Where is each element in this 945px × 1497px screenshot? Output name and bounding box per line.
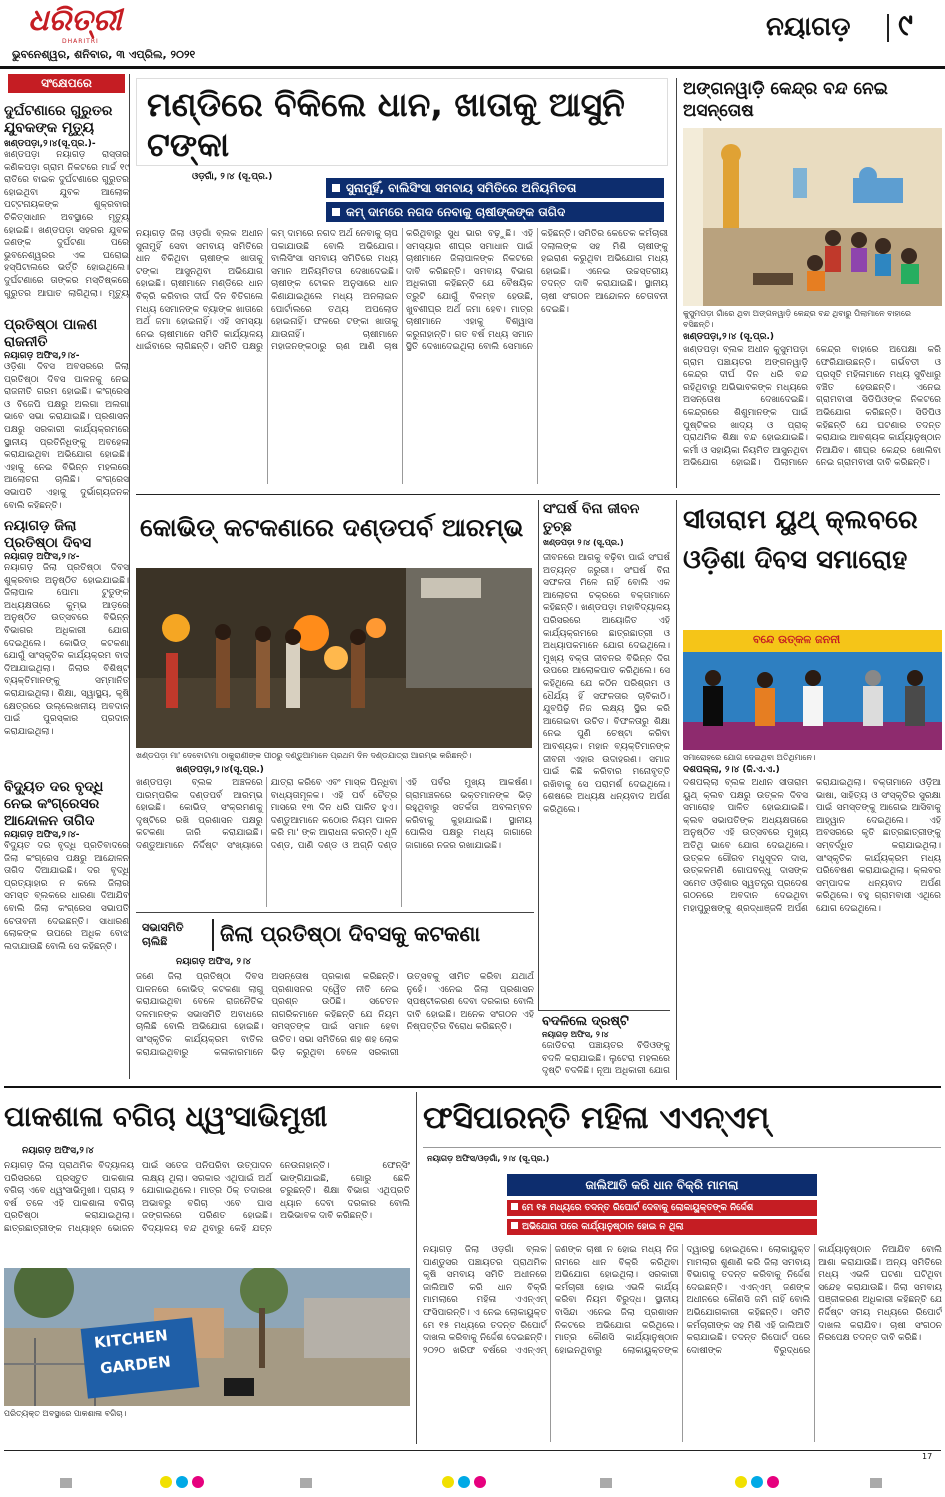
anganwadi-body: ଖଣ୍ଡପଡ଼ା ବ୍ଲକ ଅଧୀନ କୁସୁମପଡ଼ା ଗ୍ରାମ ପଞ୍ଚାୟତର ଅଙ୍ଗନୱାଡ଼ି କେନ୍ଦ୍ର ଦୀର୍ଘ ଦିନ ଧରି ବନ୍ଦ ରହିଥିବାରୁ ଅଭିଭାବକଙ୍କ ମଧ୍ୟରେ ଅସନ୍ତୋଷ ଦେଖାଦେଇଛି। କେନ୍ଦ୍ରରେ ଶିଶୁମାନଙ୍କ ପାଇଁ ପୁଷ୍ଟିକର ଖାଦ୍ୟ ଓ ପ୍ରାକ୍ ପ୍ରାଥମିକ ଶିକ୍ଷା ବନ୍ଦ ହୋଇଯାଇଛି। କର୍ମୀ ଓ ସହାୟିକା ନିୟମିତ ଆସୁନଥିବା ଅଭିଯୋଗ ହୋଇଛି। ପିଲାମାନେ କେନ୍ଦ୍ର ବାହାରେ ଅପେକ୍ଷା କରି ଫେରିଯାଉଛନ୍ତି। ଗର୍ଭବତୀ ଓ ପ୍ରସୂତି ମହିଳାମାନେ ମଧ୍ୟ ସୁବିଧାରୁ ବଞ୍ଚିତ ହେଉଛନ୍ତି। ଏନେଇ ଗ୍ରାମବାସୀ ସିଡିପିଓଙ୍କ ନିକଟରେ ଅଭିଯୋଗ କରିଛନ୍ତି। ସିଡିପିଓ କହିଛନ୍ତି ଯେ ଘଟଣାର ତଦନ୍ତ କରାଯାଇ ଆବଶ୍ୟକ କାର୍ଯ୍ୟାନୁଷ୍ଠାନ ନିଆଯିବ। ଶୀଘ୍ର କେନ୍ଦ୍ର ଖୋଲିବା ନେଇ ଗ୍ରାମବାସୀ ଦାବି କରିଛନ୍ତି। bbox=[683, 345, 941, 469]
kitchen-caption: ପରିତ୍ୟକ୍ତ ଅବସ୍ଥାରେ ପାକଶାଳା ବଗିଚା। bbox=[4, 1409, 127, 1418]
sitaram-body: ଦଶପଲ୍ଲା ବ୍ଲକ ଅଧୀନ ସୀତାରାମ ୟୁଥ୍ କ୍ଲବ ପକ୍ଷରୁ ଉତ୍କଳ ଦିବସ ସମାରୋହ ପାଳିତ ହୋଇଯାଇଛି। କ୍ଲବ ସଭାପତିଙ୍କ ଅଧ୍ୟକ୍ଷତାରେ ଅନୁଷ୍ଠିତ ଏହି ଉତ୍ସବରେ ମୁଖ୍ୟ ଅତିଥି ଭାବେ ଯୋଗ ଦେଇଥିଲେ। ଉତ୍କଳ ଗୌରବ ମଧୁସୂଦନ ଦାସ, ଉତ୍କଳମଣି ଗୋପବନ୍ଧୁ ଦାସଙ୍କ ସମେତ ଓଡ଼ିଶାର ସ୍ୱତନ୍ତ୍ର ପ୍ରଦେଶ ଗଠନରେ ଅବଦାନ ଦେଇଥିବା ମହାପୁରୁଷଙ୍କୁ ଶ୍ରଦ୍ଧାଞ୍ଜଳି ଅର୍ପଣ କରାଯାଇଥିଲା। ବକ୍ତାମାନେ ଓଡ଼ିଆ ଭାଷା, ସାହିତ୍ୟ ଓ ସଂସ୍କୃତିର ସୁରକ୍ଷା ପାଇଁ ସମସ୍ତଙ୍କୁ ଆଗେଇ ଆସିବାକୁ ଆହ୍ୱାନ ଦେଇଥିଲେ। ଏହି ଅବସରରେ କୃତି ଛାତ୍ରଛାତ୍ରୀଙ୍କୁ ସମ୍ବର୍ଦ୍ଧିତ କରାଯାଇଥିଲା। ସାଂସ୍କୃତିକ କାର୍ଯ୍ୟକ୍ରମ ମଧ୍ୟ ପରିବେଷଣ କରାଯାଇଥିଲା। କ୍ଲବର ସମ୍ପାଦକ ଧନ୍ୟବାଦ ଅର୍ପଣ କରିଥିଲେ। ବହୁ ଗ୍ରାମବାସୀ ଏଥିରେ ଯୋଗ ଦେଇଥିଲେ। bbox=[683, 778, 941, 914]
lead-sub-2-text: କମ୍ ଦାମରେ ନଗଦ ନେବାକୁ ଚାଷୀଙ୍କଙ୍କ ତାଗିଦ bbox=[346, 204, 566, 219]
registration-strip bbox=[0, 1470, 945, 1497]
anm-sub-2-text: ଅଭିଯୋଗ ପରେ କାର୍ଯ୍ୟାନୁଷ୍ଠାନ ହୋଇ ନ ଥିଲା bbox=[522, 1222, 684, 1232]
sabha-body: ଜଣେ ଜିଲା ପ୍ରତିଷ୍ଠା ଦିବସ ପାଳନରେ କୋଭିଡ୍ କଟକଣା ଲାଗୁ କରାଯାଇଥିବା ବେଳେ ରାଜନୈତିକ ଦଳମାନଙ୍କ ସଭାସମିତି ଅବାଧରେ ଚାଲିଛି ବୋଲି ଅଭିଯୋଗ ହୋଇଛି। ସାଂସ୍କୃତିକ କାର୍ଯ୍ୟକ୍ରମ ବାତିଲ କରାଯାଇଥିବାରୁ କଳାକାରମାନେ ଅସନ୍ତୋଷ ପ୍ରକାଶ କରିଛନ୍ତି। ପ୍ରଶାସନର ଦ୍ୱୈତ ନୀତି ନେଇ ପ୍ରଶ୍ନ ଉଠିଛି। ସଚେତନ ନାଗରିକମାନେ କହିଛନ୍ତି ଯେ ନିୟମ ସମସ୍ତଙ୍କ ପାଇଁ ସମାନ ହେବା ଉଚିତ। ସଭା ସମିତିରେ ଶହ ଶହ ଲୋକ ଭିଡ଼ କରୁଥିବା ବେଳେ ସରକାରୀ ଉତ୍ସବକୁ ସୀମିତ କରିବା ଯଥାର୍ଥ ନୁହେଁ। ଏନେଇ ଜିଲା ପ୍ରଶାସନ ସ୍ପଷ୍ଟୀକରଣ ଦେବା ଦରକାର ବୋଲି ଦାବି ହୋଇଛି। ଅନେକ ସଂଗଠନ ଏହି ନିଷ୍ପତ୍ତିର ବିରୋଧ କରିଛନ୍ତି। bbox=[136, 972, 534, 1058]
sangharsha-body: ଜୀବନରେ ଆଗକୁ ବଢ଼ିବା ପାଇଁ ସଂଘର୍ଷ ଅତ୍ୟନ୍ତ ଜରୁରୀ। ସଂଘର୍ଷ ବିନା ସଫଳତା ମିଳେ ନାହିଁ ବୋଲି ଏକ ଆଲୋଚନା ଚକ୍ରରେ ବକ୍ତାମାନେ କହିଛନ୍ତି। ଖଣ୍ଡପଡ଼ା ମହାବିଦ୍ୟାଳୟ ପରିସରରେ ଆୟୋଜିତ ଏହି କାର୍ଯ୍ୟକ୍ରମରେ ଛାତ୍ରଛାତ୍ରୀ ଓ ଅଧ୍ୟାପକମାନେ ଯୋଗ ଦେଇଥିଲେ। ମୁଖ୍ୟ ବକ୍ତା ଜୀବନର ବିଭିନ୍ନ ଦିଗ ଉପରେ ଆଲୋକପାତ କରିଥିଲେ। ସେ କହିଥିଲେ ଯେ କଠିନ ପରିଶ୍ରମ ଓ ଧୈର୍ଯ୍ୟ ହିଁ ସଫଳତାର ଚାବିକାଠି। ଯୁବପିଢ଼ି ନିଜ ଲକ୍ଷ୍ୟ ସ୍ଥିର କରି ଆଗେଇବା ଉଚିତ। ବିଫଳତାରୁ ଶିକ୍ଷା ନେଇ ପୁଣି ଚେଷ୍ଟା କରିବା ଆବଶ୍ୟକ। ମହାନ ବ୍ୟକ୍ତିମାନଙ୍କ ଜୀବନୀ ଏହାର ଉଦାହରଣ। ସମାଜ ପାଇଁ କିଛି କରିବାର ମନୋବୃତ୍ତି ରଖିବାକୁ ସେ ପରାମର୍ଶ ଦେଇଥିଲେ। ଶେଷରେ ଅଧ୍ୟକ୍ଷ ଧନ୍ୟବାଦ ଅର୍ପଣ କରିଥିଲେ। bbox=[543, 553, 670, 815]
sabha-byline: ନୟାଗଡ଼ ଅଫିସ, ୨।୪ bbox=[176, 957, 251, 967]
lead-body: ନୟାଗଡ଼ ଜିଲା ଓଡ଼ଗାଁ ବ୍ଲକ ଅଧୀନ ସୁନାମୁହିଁ ସେବା ସମବାୟ ସମିତିରେ ଧାନ ବିକିଥିବା ଚାଷୀଙ୍କ ଖାତାକୁ ଟଙ୍କା ଆସୁନଥିବା ଅଭିଯୋଗ ହୋଇଛି। ଚାଷୀମାନେ ମଣ୍ଡିରେ ଧାନ ବିକ୍ରି କରିବାର ଦୀର୍ଘ ଦିନ ବିତିଗଲେ ମଧ୍ୟ ସେମାନଙ୍କ ବ୍ୟାଙ୍କ ଖାତାରେ ଅର୍ଥ ଜମା ହୋଇନାହିଁ। ଏହି ସମସ୍ୟା ନେଇ ଚାଷୀମାନେ ସମିତି କାର୍ଯ୍ୟାଳୟ ଧାଇଁବାରେ ଲାଗିଛନ୍ତି। ସମିତି ପକ୍ଷରୁ କମ୍ ଦାମରେ ନଗଦ ଅର୍ଥ ନେବାକୁ ଚାପ ପକାଯାଉଛି ବୋଲି ଅଭିଯୋଗ। ବାଲିସିଂସା ସମବାୟ ସମିତିରେ ମଧ୍ୟ ସମାନ ଅନିୟମିତତା ଦେଖାଦେଇଛି। ଚାଷୀଙ୍କ ଟୋକନ ଅନୁସାରେ ଧାନ କିଣାଯାଇଥିଲେ ମଧ୍ୟ ଅନଲାଇନ ପୋର୍ଟାଲରେ ତଥ୍ୟ ଅପଲୋଡ ହୋଇନାହିଁ। ଫଳରେ ଟଙ୍କା ଖାତାକୁ ଯାଉନାହିଁ। ଚାଷୀମାନେ ମହାଜନଙ୍କଠାରୁ ଋଣ ଆଣି ଚାଷ କରିଥିବାରୁ ସୁଧ ଭାର ବଢ଼ୁଛି। ଏହି ସମସ୍ୟାର ଶୀଘ୍ର ସମାଧାନ ପାଇଁ ଚାଷୀମାନେ ଜିଲାପାଳଙ୍କ ନିକଟରେ ଦାବି କରିଛନ୍ତି। ସମବାୟ ବିଭାଗ ଅଧିକାରୀ କହିଛନ୍ତି ଯେ ବୈଷୟିକ ତ୍ରୁଟି ଯୋଗୁଁ ବିଳମ୍ବ ହେଉଛି, ଖୁବଶୀଘ୍ର ଅର୍ଥ ଜମା ହେବ। ମାତ୍ର ଚାଷୀମାନେ ଏହାକୁ ବିଶ୍ୱାସ କରୁନାହାନ୍ତି। ଗତ ବର୍ଷ ମଧ୍ୟ ସମାନ ସ୍ଥିତି ଦେଖାଦେଇଥିଲା ବୋଲି ସେମାନେ କହିଛନ୍ତି। ସମିତିର କେତେକ କର୍ମଚାରୀ ଦଲାଲଙ୍କ ସହ ମିଶି ଚାଷୀଙ୍କୁ ହଇରାଣ କରୁଥିବା ଅଭିଯୋଗ ମଧ୍ୟ ହୋଇଛି। ଏନେଇ ଉଚ୍ଚସ୍ତରୀୟ ତଦନ୍ତ ଦାବି କରାଯାଇଛି। ସ୍ଥାନୀୟ ଚାଷୀ ସଂଗଠନ ଆନ୍ଦୋଳନ ଚେତାବନୀ ଦେଇଛି। bbox=[136, 229, 668, 353]
sidebar-item bbox=[4, 518, 129, 773]
sitaram-caption: ସମାରୋହରେ ଯୋଗ ଦେଇଥିବା ଅତିଥିମାନେ। bbox=[683, 753, 816, 762]
sidebar-item-body: ଓଡ଼ିଶା ଦିବସ ଅବସରରେ ଜିଲା ପ୍ରତିଷ୍ଠା ଦିବସ ପାଳନକୁ ନେଇ ରାଜନୀତି ଗରମ ହୋଇଛି। କଂଗ୍ରେସ ଓ ବିଜେପି ପକ୍ଷରୁ ଅଲଗା ଅଲଗା ଭାବେ ସଭା କରାଯାଇଛି। ପ୍ରଶାସନ ପକ୍ଷରୁ ସରକାରୀ କାର୍ଯ୍ୟକ୍ରମରେ ସ୍ଥାନୀୟ ପ୍ରତିନିଧିଙ୍କୁ ଅବହେଳା କରାଯାଇଥିବା ଅଭିଯୋଗ ହୋଇଛି। ଏହାକୁ ନେଇ ବିଭିନ୍ନ ମହଲରେ ଆଲୋଚନା ଚାଲିଛି। କଂଗ୍ରେସ ସଭାପତି ଏହାକୁ ଦୁର୍ଭାଗ୍ୟଜନକ ବୋଲି କହିଛନ୍ତି। bbox=[4, 362, 129, 511]
sitaram-headline: ସୀତାରାମ ୟୁଥ୍ କ୍ଲବରେ ଓଡ଼ିଶା ଦିବସ ସମାରୋହ bbox=[683, 505, 918, 575]
anm-headline: ଫସିପାରନ୍ତି ମହିଳା ଏଏନ୍ଏମ୍ bbox=[423, 1092, 941, 1148]
anganwadi-headline: ଅଙ୍ଗନୱାଡ଼ି କେନ୍ଦ୍ର ବନ୍ଦ ନେଇ ଅସନ୍ତୋଷ bbox=[683, 79, 888, 121]
registration-dot bbox=[735, 1476, 747, 1488]
registration-dot bbox=[767, 1476, 779, 1488]
registration-dot bbox=[458, 1476, 470, 1488]
section-name: ନୟାଗଡ଼ bbox=[766, 12, 851, 42]
logo-text: ଧରିତ୍ରୀ bbox=[28, 3, 122, 38]
sidebar-item-byline: ନୟାଗଡ଼ ଅଫିସ,୨।୪- bbox=[4, 552, 80, 562]
sidebar-item-title: ବିଦ୍ୟୁତ ଦର ବୃଦ୍ଧି ନେଇ କଂଗ୍ରେସର ଆନ୍ଦୋଳନ ତାଗିଦ bbox=[4, 779, 104, 829]
anganwadi-photo bbox=[683, 128, 942, 306]
covid-caption: ଖଣ୍ଡପଡ଼ା ମା' ଦେବୋଟାମା ଠାକୁରାଣୀଙ୍କ ପୀଠରୁ ଦଣ୍ଡୁଆମାନେ ପ୍ରଥମ ଦିନ ଦଣ୍ଡଯାତ୍ରା ଆରମ୍ଭ କରିଛନ୍ତି। bbox=[136, 751, 472, 760]
sidebar-item-title: ନୟାଗଡ଼ ଜିଲା ପ୍ରତିଷ୍ଠା ଦିବସ bbox=[4, 518, 92, 551]
sidebar-item-title: ଦୁର୍ଘଟଣାରେ ଗୁରୁତର ଯୁବକଙ୍କ ମୃତ୍ୟୁ bbox=[4, 103, 113, 136]
lead-byline: ଓଡ଼ଗାଁ, ୨।୪ (ସୂ.ପ୍ର.) bbox=[192, 172, 273, 182]
anganwadi-caption: କୁସୁମପଡ଼ା ଗାଁରେ ଥିବା ଅଙ୍ଗନୱାଡ଼ି କେନ୍ଦ୍ର ବନ୍ଦ ଥିବାରୁ ପିଲାମାନେ ବାହାରେ ବସିଛନ୍ତି। bbox=[683, 309, 911, 329]
footer-rule bbox=[4, 1450, 941, 1451]
sidebar-item-byline: ନୟାଗଡ଼ ଅଫିସ,୨।୪- bbox=[4, 351, 80, 361]
registration-dot bbox=[442, 1476, 454, 1488]
kitchen-byline: ନୟାଗଡ଼ ଅଫିସ,୨।୪ bbox=[22, 1146, 94, 1156]
masthead-rule bbox=[0, 66, 945, 69]
kitchen-photo bbox=[4, 1268, 410, 1406]
square-bullet-icon bbox=[332, 184, 340, 192]
lead-headline: ମଣ୍ଡିରେ ବିକିଲେ ଧାନ, ଖାତାକୁ ଆସୁନି ଟଙ୍କା bbox=[136, 78, 668, 166]
sidebar-item bbox=[4, 779, 129, 1044]
grey-patch bbox=[60, 1478, 72, 1488]
sidebar-item-byline: ନୟାଗଡ଼ ଅଫିସ,୨।୪- bbox=[4, 830, 80, 840]
sabha-kicker-divider bbox=[212, 919, 214, 951]
anm-sub-title: ଜାଲିଆତି କରି ଧାନ ବିକ୍ରି ମାମଲା bbox=[507, 1174, 817, 1196]
section-divider bbox=[887, 14, 889, 42]
sidebar-item-body: ନୟାଗଡ଼ ଜିଲା ପ୍ରତିଷ୍ଠା ଦିବସ ଶୁକ୍ରବାର ଅନୁଷ୍ଠିତ ହୋଇଯାଇଛି। ଜିଲାପାଳ ପୋମା ଟୁଡୁଙ୍କ ଅଧ୍ୟକ୍ଷତାରେ କୁମ୍ଭ ଆଡ଼ରେ ଅନୁଷ୍ଠିତ ଉତ୍ସବରେ ବିଭିନ୍ନ ବିଭାଗର ଅଧିକାରୀ ଯୋଗ ଦେଇଥିଲେ। କୋଭିଡ୍ କଟକଣା ଯୋଗୁଁ ସାଂସ୍କୃତିକ କାର୍ଯ୍ୟକ୍ରମ ବାଦ ଦିଆଯାଇଥିଲା। ଜିଲାର ବିଶିଷ୍ଟ ବ୍ୟକ୍ତିମାନଙ୍କୁ ସମ୍ମାନିତ କରାଯାଇଥିଲା। ଶିକ୍ଷା, ସ୍ୱାସ୍ଥ୍ୟ, କୃଷି କ୍ଷେତ୍ରରେ ଉଲ୍ଲେଖନୀୟ ଅବଦାନ ପାଇଁ ପୁରସ୍କାର ପ୍ରଦାନ କରାଯାଇଥିଲା। bbox=[4, 563, 129, 737]
row-divider bbox=[136, 494, 940, 495]
covid-story bbox=[136, 498, 532, 908]
sitaram-story bbox=[676, 500, 941, 1080]
masthead bbox=[0, 0, 945, 70]
page-number: ୯ bbox=[898, 8, 913, 43]
sabha-headline: ଜିଲା ପ୍ରତିଷ୍ଠା ଦିବସକୁ କଟକଣା bbox=[220, 922, 481, 946]
badalile-body: ଜୋଡିଚରା ପଞ୍ଚାୟତର ବିଡିଓଙ୍କୁ ବଦଳି କରାଯାଇଛି। ଲୁଟେରା ମହଲରେ ଦୃଷ୍ଟି ବଦଳିଛି। ନୂଆ ଅଧିକାରୀ ଯୋଗ bbox=[542, 1041, 670, 1076]
registration-dot bbox=[160, 1476, 172, 1488]
sidebar-item-title: ପ୍ରତିଷ୍ଠା ପାଳଣ ରାଜନୀତି bbox=[4, 317, 98, 350]
sidebar-heading: ସଂକ୍ଷେପରେ bbox=[8, 74, 125, 93]
lead-sub-1-text: ସୁନାମୁହିଁ, ବାଲିସିଂସା ସମବାୟ ସମିତିରେ ଅନିୟମିତତା bbox=[346, 180, 577, 195]
sangharsha-story bbox=[538, 500, 670, 1010]
lead-sub-2 bbox=[326, 202, 664, 222]
anganwadi-byline: ଖଣ୍ଡପଡ଼ା,୨।୪ (ସୂ.ପ୍ର.) bbox=[683, 332, 774, 342]
badalile-headline: ବଦଳିଲେ ଦ୍ରଷ୍ଟି bbox=[542, 1014, 629, 1029]
sitaram-byline: ଦଶପଲ୍ଲା, ୨।୪ (ଜି.ଏ.ଏ.) bbox=[683, 765, 780, 775]
sidebar-item-body: ବିଦ୍ୟୁତ ଦର ବୃଦ୍ଧି ପ୍ରତିବାଦରେ ଜିଲା କଂଗ୍ରେସ ପକ୍ଷରୁ ଆନ୍ଦୋଳନ ତାଗିଦ ଦିଆଯାଇଛି। ଦର ବୃଦ୍ଧି ପ୍ରତ୍ୟାହାର ନ କଲେ ଜିଲାର ସମସ୍ତ ବ୍ଲକରେ ଧାରଣା ଦିଆଯିବ ବୋଲି ଜିଲା କଂଗ୍ରେସ ସଭାପତି ଚେତାବନୀ ଦେଇଛନ୍ତି। ସାଧାରଣ ଲୋକଙ୍କ ଉପରେ ଅଧିକ ବୋଝ ଲଦାଯାଉଛି ବୋଲି ସେ କହିଛନ୍ତି। bbox=[4, 841, 129, 952]
anm-body: ନୟାଗଡ଼ ଜିଲା ଓଡ଼ଗାଁ ବ୍ଲକ ପାଣ୍ଡୁସର ପଞ୍ଚାୟତର ପ୍ରାଥମିକ କୃଷି ସମବାୟ ସମିତି ଅଧୀନରେ ଜାଲିଆତି କରି ଧାନ ବିକ୍ରି ମାମଲାରେ ମହିଳା ଏଏନ୍ଏମ୍ ଫସିପାରନ୍ତି। ଏ ନେଇ ଲୋକାୟୁକ୍ତ ମେ ୧୫ ମଧ୍ୟରେ ତଦନ୍ତ ରିପୋର୍ଟ ଦାଖଲ କରିବାକୁ ନିର୍ଦ୍ଦେଶ ଦେଇଛନ୍ତି। ୨୦୨୦ ଖରିଫ ବର୍ଷରେ ଏଏନ୍ଏମ୍ ଜଣଙ୍କ ଚାଷୀ ନ ହୋଇ ମଧ୍ୟ ନିଜ ନାମରେ ଧାନ ବିକ୍ରି କରିଥିବା ଅଭିଯୋଗ ହୋଇଥିଲା। ସରକାରୀ କର୍ମଚାରୀ ହୋଇ ଏଭଳି କାର୍ଯ୍ୟ କରିବା ନିୟମ ବିରୁଦ୍ଧ। ସ୍ଥାନୀୟ ବାସିନ୍ଦା ଏନେଇ ଜିଲା ପ୍ରଶାସନ ନିକଟରେ ଅଭିଯୋଗ କରିଥିଲେ। ମାତ୍ର କୌଣସି କାର୍ଯ୍ୟାନୁଷ୍ଠାନ ହୋଇନଥିବାରୁ ଲୋକାୟୁକ୍ତଙ୍କ ଦ୍ୱାରସ୍ଥ ହୋଇଥିଲେ। ଲୋକାୟୁକ୍ତ ମାମଲାର ଶୁଣାଣି କରି ଜିଲା ସମବାୟ ବିଭାଗକୁ ତଦନ୍ତ କରିବାକୁ ନିର୍ଦ୍ଦେଶ ଦେଇଛନ୍ତି। ଏଏନ୍ଏମ୍ ଜଣଙ୍କ ଅଧୀନରେ କୌଣସି ଜମି ନାହିଁ ବୋଲି ଅଭିଯୋଗକାରୀ କହିଛନ୍ତି। ସମିତି କର୍ମଚାରୀଙ୍କ ସହ ମିଶି ଏହି ଜାଲିଆତି କରାଯାଇଛି। ତଦନ୍ତ ରିପୋର୍ଟ ପରେ ଦୋଷୀଙ୍କ ବିରୁଦ୍ଧରେ କାର୍ଯ୍ୟାନୁଷ୍ଠାନ ନିଆଯିବ ବୋଲି ଆଶା କରାଯାଉଛି। ଅନ୍ୟ ସମିତିରେ ମଧ୍ୟ ଏଭଳି ଘଟଣା ଘଟିଥିବା ସନ୍ଦେହ କରାଯାଉଛି। ଜିଲା ସମବାୟ ପଞ୍ଜୀକରଣ ଅଧିକାରୀ କହିଛନ୍ତି ଯେ ନିର୍ଦ୍ଦିଷ୍ଟ ସମୟ ମଧ୍ୟରେ ରିପୋର୍ଟ ଦାଖଲ କରାଯିବ। ଚାଷୀ ସଂଗଠନ ନିରପେକ୍ଷ ତଦନ୍ତ ଦାବି କରିଛି। bbox=[423, 1245, 942, 1356]
kitchen-headline: ପାକଶାଳା ବଗିଚା ଧ୍ୱଂସାଭିମୁଖୀ bbox=[4, 1100, 328, 1133]
sidebar-item bbox=[4, 317, 129, 512]
grey-patch bbox=[870, 1478, 882, 1488]
sangharsha-headline: ସଂଘର୍ଷ ବିନା ଜୀବନ ତୁଚ୍ଛ bbox=[543, 501, 640, 535]
covid-photo bbox=[136, 568, 532, 748]
sabha-story bbox=[136, 912, 534, 1082]
anganwadi-story bbox=[676, 78, 941, 488]
sitaram-photo bbox=[683, 630, 942, 750]
sidebar bbox=[4, 74, 130, 1079]
sitaram-banner-text: ବନ୍ଦେ ଉତ୍କଳ ଜନନୀ bbox=[753, 633, 841, 646]
anm-byline: ନୟାଗଡ଼ ଅଫିସ/ଓଡ଼ଗାଁ, ୨।୪ (ସୂ.ପ୍ର.) bbox=[427, 1154, 550, 1163]
grey-patch bbox=[300, 1478, 312, 1488]
grey-patch bbox=[600, 1478, 612, 1488]
badalile-story bbox=[538, 1010, 670, 1082]
covid-body: ଖଣ୍ଡପଡ଼ା ବ୍ଲକ ଅଞ୍ଚଳରେ ପାରମ୍ପରିକ ଦଣ୍ଡପର୍ବ ଆରମ୍ଭ ହୋଇଛି। କୋଭିଡ୍ ସଂକ୍ରମଣକୁ ଦୃଷ୍ଟିରେ ରଖି ପ୍ରଶାସନ ପକ୍ଷରୁ କଟକଣା ଜାରି କରାଯାଇଛି। ଦଣ୍ଡୁଆମାନେ ନିର୍ଦ୍ଦିଷ୍ଟ ସଂଖ୍ୟାରେ ଯାତ୍ରା କରିବେ ଏବଂ ମାସ୍କ ପିନ୍ଧିବା ବାଧ୍ୟତାମୂଳକ। ଏହି ପର୍ବ ଚୈତ୍ର ମାସରେ ୧୩ ଦିନ ଧରି ପାଳିତ ହୁଏ। ଦଣ୍ଡୁଆମାନେ କଠୋର ନିୟମ ପାଳନ କରି ମା' ଙ୍କ ଆରାଧନା କରନ୍ତି। ଧୂଳି ଦଣ୍ଡ, ପାଣି ଦଣ୍ଡ ଓ ଅଗ୍ନି ଦଣ୍ଡ ଏହି ପର୍ବର ମୁଖ୍ୟ ଆକର୍ଷଣ। ଗ୍ରାମାଞ୍ଚଳରେ ଭକ୍ତମାନଙ୍କ ଭିଡ଼ ରହୁଥିବାରୁ ସତର୍କତା ଅବଲମ୍ବନ କରିବାକୁ କୁହାଯାଇଛି। ସ୍ଥାନୀୟ ପୋଲିସ ପକ୍ଷରୁ ମଧ୍ୟ ଜାଗାରେ ଜାଗାରେ ନଜର ରଖାଯାଇଛି। bbox=[136, 778, 532, 851]
covid-headline: କୋଭିଡ୍ କଟକଣାରେ ଦଣ୍ଡପର୍ବ ଆରମ୍ଭ bbox=[140, 513, 524, 542]
lead-sub-1 bbox=[326, 178, 664, 198]
registration-dot bbox=[192, 1476, 204, 1488]
sangharsha-byline: ଖଣ୍ଡପଡ଼ା ୨।୪ (ସୂ.ପ୍ର.) bbox=[543, 538, 624, 547]
kitchen-story bbox=[4, 1092, 410, 1444]
registration-dot bbox=[176, 1476, 188, 1488]
sabha-kicker: ସଭାସମିତି ଚାଲିଛି bbox=[142, 921, 184, 948]
anm-sub-1-text: ମେ ୧୫ ମଧ୍ୟରେ ତଦନ୍ତ ରିପୋର୍ଟ ଦେବାକୁ ଲୋକାୟୁକ୍ତଙ୍କ ନିର୍ଦ୍ଦେଶ bbox=[522, 1203, 754, 1213]
logo-subtext: DHARITRI bbox=[62, 38, 99, 45]
section-rule bbox=[4, 1086, 941, 1088]
square-bullet-icon bbox=[332, 208, 340, 216]
badalile-byline: ନୟାଗଡ଼ ଅଫିସ, ୨।୪ bbox=[542, 1030, 609, 1039]
lead-story bbox=[136, 78, 668, 488]
logo bbox=[28, 4, 148, 48]
covid-byline: ଖଣ୍ଡପଡ଼ା,୨।୪(ସୂ.ପ୍ର.) bbox=[176, 765, 264, 775]
kitchen-body: ନୟାଗଡ଼ ଜିଲା ପ୍ରାଥମିକ ବିଦ୍ୟାଳୟ ପରିସରରେ ପ୍ରସ୍ତୁତ ପାକଶାଳା ବଗିଚା ଏବେ ଧ୍ୱଂସାଭିମୁଖୀ। ପ୍ରାୟ ୨ ବର୍ଷ ତଳେ ଏହି ପାକଶାଳା ବଗିଚା ପ୍ରତିଷ୍ଠା କରାଯାଇଥିଲା। ଛାତ୍ରଛାତ୍ରୀଙ୍କ ମଧ୍ୟାହ୍ନ ଭୋଜନ ପାଇଁ ସତେଜ ପନିପରିବା ଉତ୍ପାଦନ ଲକ୍ଷ୍ୟ ଥିଲା। ସରକାର ଏଥିପାଇଁ ଅର୍ଥ ଯୋଗାଇଥିଲେ। ମାତ୍ର ଠିକ୍ ତଦାରଖ ଅଭାବରୁ ବଗିଚା ଏବେ ଘାସ ଜଙ୍ଗଲରେ ପରିଣତ ହୋଇଛି। ବିଦ୍ୟାଳୟ ବନ୍ଦ ଥିବାରୁ କେହି ଯତ୍ନ ନେଉନାହାନ୍ତି। ଫେନ୍ସିଂ ଭାଙ୍ଗିଯାଇଛି, ଗୋରୁ ଛେଳି ଚରୁଛନ୍ତି। ଶିକ୍ଷା ବିଭାଗ ଏଥିପ୍ରତି ଧ୍ୟାନ ଦେବା ଦରକାର ବୋଲି ଅଭିଭାବକ ଦାବି କରିଛନ୍ତି। bbox=[4, 1161, 410, 1234]
registration-dot bbox=[751, 1476, 763, 1488]
kitchen-sign-line-1: KITCHEN bbox=[93, 1326, 169, 1352]
footer-page-mark: 17 bbox=[922, 1452, 933, 1461]
registration-dot bbox=[474, 1476, 486, 1488]
sidebar-item bbox=[4, 103, 129, 313]
sidebar-item-byline: ଖଣ୍ଡପଡ଼ା,୨।୪(ସୂ.ପ୍ର.)- bbox=[4, 139, 96, 149]
kitchen-sign-line-2: GARDEN bbox=[99, 1352, 172, 1378]
dateline: ଭୁବନେଶ୍ୱର, ଶନିବାର, ୩ ଏପ୍ରିଲ, ୨୦୨୧ bbox=[12, 48, 196, 61]
sidebar-item-body: ଖଣ୍ଡପଡ଼ା ନୟାଗଡ଼ ରାସ୍ତାର କଣିକପଡ଼ା ଗ୍ରାମ ନିକଟରେ ମାର୍ଚ୍ଚ ୧୯ ରାତିରେ ବାଇକ ଦୁର୍ଘଟଣାରେ ଗୁରୁତର ହୋଇଥିବା ଯୁବକ ଆଲୋକ ପଟ୍ଟନାୟକଙ୍କ ଶୁକ୍ରବାର ଚିକିତ୍ସାଧୀନ ଅବସ୍ଥାରେ ମୃତ୍ୟୁ ହୋଇଛି। ଖଣ୍ଡପଡ଼ା ସହରର ଯୁବକ ଜଣଙ୍କ ଦୁର୍ଘଟଣା ପରେ ଭୁବନେଶ୍ୱରର ଏକ ଘରୋଇ ହସ୍ପିଟାଲରେ ଭର୍ତ୍ତି ହୋଇଥିଲେ। ଦୁର୍ଘଟଣାରେ ତାଙ୍କର ମସ୍ତିଷ୍କରେ ଗୁରୁତର ଆଘାତ ଲାଗିଥିଲା। ମୃତ୍ୟୁ bbox=[4, 150, 129, 299]
anm-story bbox=[416, 1092, 941, 1444]
